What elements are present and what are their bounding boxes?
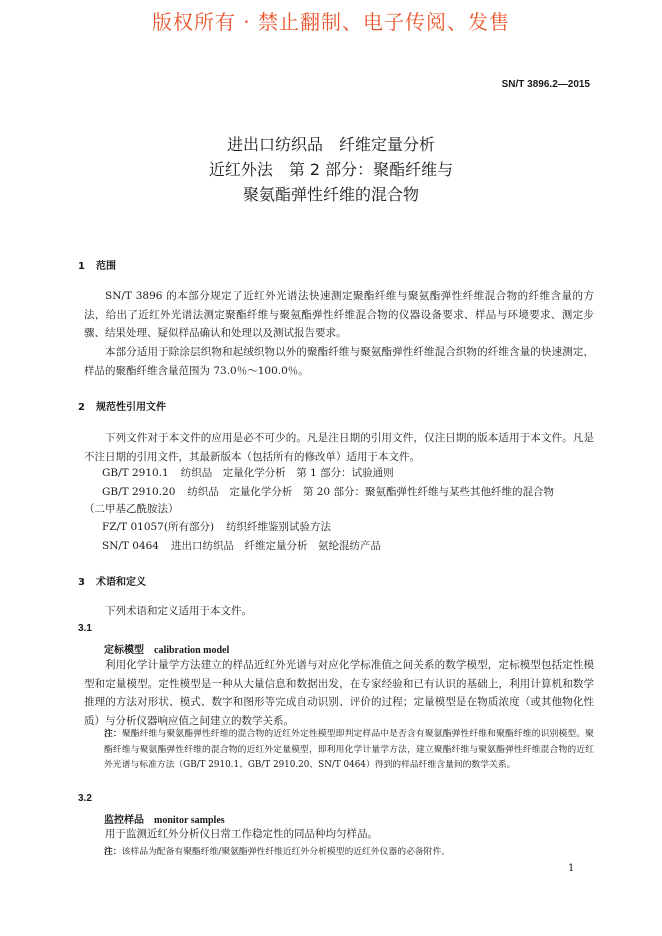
title-line-3: 聚氨酯弹性纤维的混合物 [242, 185, 419, 204]
section-title: 术语和定义 [96, 577, 146, 588]
reference-item [102, 519, 331, 534]
term-note [104, 845, 594, 861]
reference-item-continuation: （二甲基乙酰胺法） [84, 503, 179, 515]
reference-title: 进出口纺织品 纤维定量分析 氨纶混纺产品 [170, 540, 381, 552]
scope-paragraph-1: SN/T 3896 的本部分规定了近红外光谱法快速测定聚酯纤维与聚氨酯弹性纤维混合物的纤维含量的方法，给出了近红外光谱法测定聚酯纤维与聚氨酯弹性纤维混合物的仪器设备要求、样品与环境要求、测定步骤、结果处理、疑似样品确认和处理以及测试报告要求。 [84, 290, 594, 339]
section-heading-terms [78, 573, 146, 588]
note-label: 注： [104, 847, 122, 857]
references-intro: 下列文件对于本文件的应用是必不可少的。凡是注日期的引用文件，仅注日期的版本适用于本文件。凡是不注日期的引用文件，其最新版本（包括所有的修改单）适用于本文件。 [84, 432, 594, 463]
term-english: monitor samples [154, 815, 225, 826]
term-chinese: 定标模型 [104, 645, 144, 656]
title-line-1: 进出口纺织品 纤维定量分析 [226, 135, 435, 154]
term-definition: 用于监测近红外分析仪日常工作稳定性的同品种均匀样品。 [105, 828, 378, 840]
terms-intro: 下列术语和定义适用于本文件。 [105, 605, 252, 617]
term-number: 3.1 [78, 623, 92, 634]
watermark-banner: 版权所有 · 禁止翻制、电子传阅、发售 [151, 10, 511, 34]
note-text: 聚酯纤维与聚氨酯弹性纤维的混合物的近红外定性模型即判定样品中是否含有聚氨酯弹性纤维和聚酯纤维的识别模型。聚酯纤维与聚氨酯弹性纤维的混合物的近红外定量模型，即利用化学计量学方法，建立聚酯纤维与聚氨酯弹性纤维混合物的近红外光谱与标准方法（GB/T 2910.1、GB/T 2910.20、SN/T 0464）得到的样品纤维含量间的数学关系。 [104, 729, 594, 770]
reference-code: FZ/T 01057(所有部分) [102, 521, 215, 533]
section-number: 2 [78, 402, 85, 413]
term-note [104, 727, 594, 774]
section-number: 1 [78, 261, 85, 272]
reference-title: 纺织品 定量化学分析 第 1 部分：试验通则 [180, 467, 394, 479]
standard-number: SN/T 3896.2—2015 [501, 79, 590, 90]
term-heading [104, 641, 229, 656]
reference-code: GB/T 2910.20 [102, 486, 176, 498]
section-title: 规范性引用文件 [96, 402, 166, 413]
term-heading [104, 811, 225, 826]
term-english: calibration model [154, 645, 230, 656]
title-line-2: 近红外法 第 2 部分：聚酯纤维与 [208, 160, 454, 179]
page-number: 1 [568, 863, 575, 874]
section-number: 3 [78, 577, 85, 588]
section-title: 范围 [96, 261, 116, 272]
scope-paragraph-2: 本部分适用于除涂层织物和起绒织物以外的聚酯纤维与聚氨酯弹性纤维混合织物的纤维含量的快速测定，样品的聚酯纤维含量范围为 73.0％～100.0％。 [84, 346, 594, 377]
reference-code: GB/T 2910.1 [102, 467, 169, 479]
term-definition: 利用化学计量学方法建立的样品近红外光谱与对应化学标准值之间关系的数学模型，定标模型包括定性模型和定量模型。定性模型是一种从大量信息和数据出发，在专家经验和已有认识的基础上，利用计算机和数学推理的方法对形状、模式、数字和图形等完成自动识别、评价的过程；定量模型是在物质浓度（或其他物化性质）与分析仪器响应值之间建立的数学关系。 [84, 659, 594, 727]
section-heading-scope [78, 257, 116, 272]
reference-title: 纺织纤维鉴别试验方法 [226, 521, 332, 533]
term-number: 3.2 [78, 793, 92, 804]
note-text: 该样品为配备有聚酯纤维/聚氨酯弹性纤维近红外分析模型的近红外仪器的必备附件。 [121, 847, 451, 857]
reference-item [102, 484, 554, 499]
reference-code: SN/T 0464 [102, 540, 159, 552]
reference-item [102, 465, 394, 480]
term-chinese: 监控样品 [104, 815, 144, 826]
reference-item [102, 538, 381, 553]
section-heading-references [78, 398, 166, 413]
note-label: 注： [104, 729, 122, 739]
reference-title: 纺织品 定量化学分析 第 20 部分：聚氨酯弹性纤维与某些其他纤维的混合物 [187, 486, 554, 498]
